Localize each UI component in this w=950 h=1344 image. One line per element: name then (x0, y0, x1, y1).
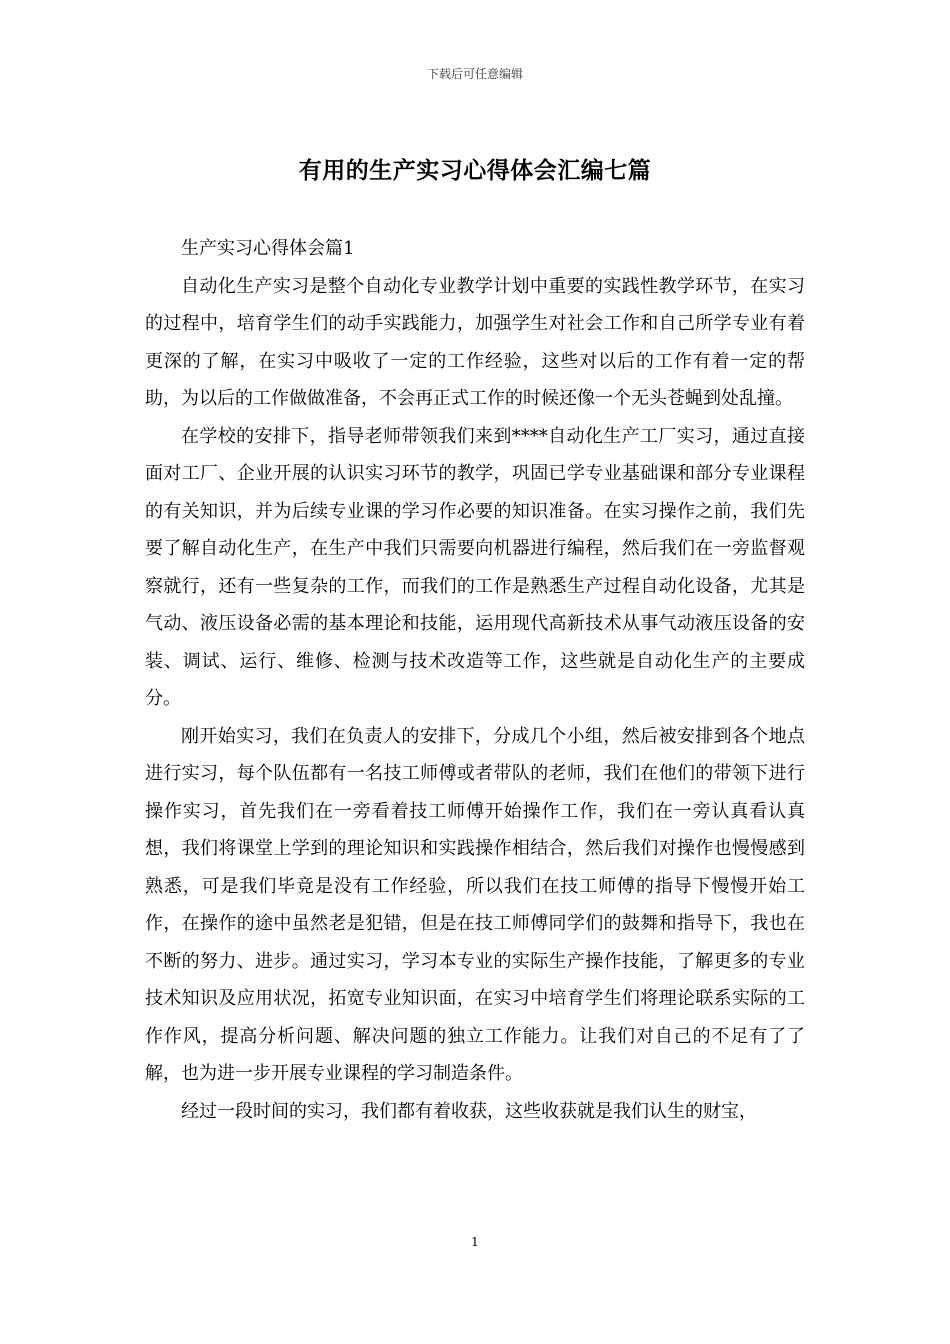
document-body (145, 230, 805, 1130)
section-heading: 生产实习心得体会篇1 (181, 238, 355, 259)
document-title: 有用的生产实习心得体会汇编七篇 (298, 158, 652, 184)
paragraph: 刚开始实习，我们在负责人的安排下，分成几个小组，然后被安排到各个地点进行实习，每个队伍都有一名技工师傅或者带队的老师，我们在他们的带领下进行操作实习，首先我们在一旁看着技工师傅开始操作工作，我们在一旁认真看认真想，我们将课堂上学到的理论知识和实践操作相结合，然后我们对操作也慢慢感到熟悉，可是我们毕竟是没有工作经验，所以我们在技工师傅的指导下慢慢开始工作，在操作的途中虽然老是犯错，但是在技工师傅同学们的鼓舞和指导下，我也在不断的努力、进步。通过实习，学习本专业的实际生产操作技能，了解更多的专业技术知识及应用状况，拓宽专业知识面，在实习中培育学生们将理论联系实际的工作作风，提高分析问题、解决问题的独立工作能力。让我们对自己的不足有了了解，也为进一步开展专业课程的学习制造条件。 (145, 725, 805, 1084)
paragraph: 经过一段时间的实习，我们都有着收获，这些收获就是我们认生的财宝， (181, 1100, 757, 1122)
paragraph: 自动化生产实习是整个自动化专业教学计划中重要的实践性教学环节，在实习的过程中，培育学生们的动手实践能力，加强学生对社会工作和自己所学专业有着更深的了解，在实习中吸收了一定的工作经验，这些对以后的工作有着一定的帮助，为以后的工作做做准备，不会再正式工作的时候还像一个无头苍蝇到处乱撞。 (145, 275, 805, 409)
page-number: 1 (471, 1235, 479, 1249)
paragraph: 在学校的安排下，指导老师带领我们来到****自动化生产工厂实习，通过直接面对工厂、企业开展的认识实习环节的教学，巩固已学专业基础课和部分专业课程的有关知识，并为后续专业课的学习作必要的知识准备。在实习操作之前，我们先要了解自动化生产，在生产中我们只需要向机器进行编程，然后我们在一旁监督观察就行，还有一些复杂的工作，而我们的工作是熟悉生产过程自动化设备，尤其是气动、液压设备必需的基本理论和技能，运用现代高新技术从事气动液压设备的安装、调试、运行、维修、检测与技术改造等工作，这些就是自动化生产的主要成分。 (145, 425, 805, 709)
page-header: 下载后可任意编辑 (426, 67, 523, 81)
